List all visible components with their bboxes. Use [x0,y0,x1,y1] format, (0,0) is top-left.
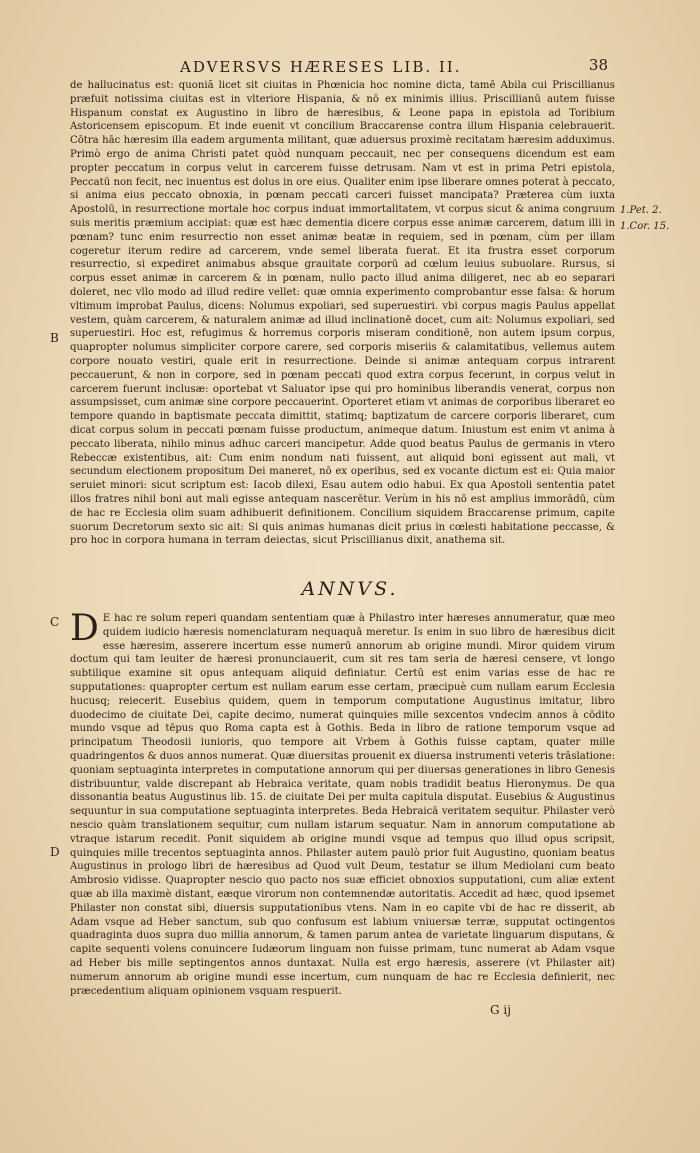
drop-cap-initial: D [70,608,99,649]
margin-letter-c: C [50,615,60,629]
running-title: ADVERSVS HÆRESES LIB. II. [180,58,462,76]
paragraph: E hac re solum reperi quandam sententiam quæ à Philastro inter hæreses annumeratur, quæ meo quidem iudicio hæresis nomenclaturam nequaquā meretur. Is enim in suo libro de hæresibus dicit esse hæresim, asserere incertum esse numerū annorum ab origine mundi. Miror quidem virum doctum qui tam leuiter de hæresi pronunciauerit, cum sit res tam seria de hæresi censere, vt longo subtilique examine sit opus antequam aliquid definiatur. Certū est enim varias esse de hac re supputationes: quapropter certum est nullam earum esse certam, præcipuè cum nullam earum Ecclesia hucusq; reiecerit. Eusebius quidem, quem in temporum computatione Augustinus imitatur, libro duodecimo de ciuitate Dei, capite decimo, numerat quinquies mille sexcentos vndecim annos à cōdito mundo vsque ad tēpus quo Roma capta est à Gothis. Beda in libro de ratione temporum vsque ad principatum Theodosii iunioris, quo tempore ait Vrbem à Gothis fuisse captam, quater mille quadringentos & duos annos numerat. Quæ diuersitas prouenit ex diuersa instrumenti veteris trāslatione: quoniam septuaginta interpretes in computatione annorum qui per diuersas generationes in libro Genesis distribuuntur, valde discrepant ab Hebraica veritate, quam nobis tradidit beatus Hieronymus. De qua dissonantia beatus Augustinus lib. 15. de ciuitate Dei per multa capitula disputat. Eusebius & Augustinus sequuntur in sua computatione septuaginta interpretes. Beda Hebraicā veritatem sequitur. Philaster verò nescio quàm translationem sequitur, cum nullam istarum sequatur. Nam in annorum computatione ab vtraque istarum recedit. Ponit siquidem ab origine mundi vsque ad tempus quo illud opus scripsit, quinquies mille trecentos septuaginta annos. Philaster autem paulò prior fuit Augustino, quoniam beatus Augustinus in prologo libri de hæresibus ad Quod vult Deum, testatur se illum Mediolani cum beato Ambrosio vidisse. Quapropter nescio quo pacto nos suæ efficiet obnoxios supputationi, cum aliæ extent quæ ab illa maximè distant, eæque virorum non contemnendæ autoritatis. Accedit ad hæc, quod ipsemet Philaster non constat sibi, diuersis supputationibus vtens. Nam in eo capite vbi de hac re disserit, ab Adam vsque ad Heber sanctum, sub quo confusum est labium vniuersæ terræ, supputat octingentos quadraginta duos supra duo millia annorum, & tamen parum antea de varietate linguarum disputans, & capite sequenti volens conuincere Iudæorum linguam non fuisse primam, tunc numerat ab Adam vsque ad Heber bis mille septingentos annos duntaxat. Nulla est ergo hæresis, asserere (vt Philaster ait) numerum annorum ab origine mundi esse incertum, cum nunquam de hac re Ecclesia definierit, nec præcedentium aliquam opinionem vsquam respuerit. [70,613,615,997]
section-heading: ANNVS. [301,578,399,600]
folio-number: 38 [588,56,608,74]
margin-reference: 1.Pet. 2. [620,205,662,216]
margin-letter-b: B [50,331,59,345]
body-text-block [70,79,615,548]
margin-letter-d: D [50,845,60,859]
body-text-block [70,608,615,998]
signature-mark: G ij [490,1003,511,1017]
margin-reference: 1.Cor. 15. [620,221,670,232]
paragraph: de hallucinatus est: quoniã licet sit ciuitas in Phœnicia hoc nomine dicta, tamē Abila cui Priscillianus præfuit notissima ciuitas est in vlteriore Hispania, & nō ex minimis illius. Priscillianū autem fuisse Hispanum constat ex Augustino in libro de hæresibus, & Leone papa in epistola ad Toribium Astoricensem episcopum. Et inde euenit vt concilium Braccarense contra illum Hispania celebrauerit. Cōtra hāc hæresim illa eadem argumenta militant, quæ aduersus proximè recitatam hæresim adduximus. Primò ergo de anima Christi patet quòd nunquam peccauit, nec per consequens dicendum est eam propter peccatum in corpus velut in carcerem fuisse detrusam. Nam vt est in prima Petri epistola, Peccatū non fecit, nec inuentus est dolus in ore eius. Qualiter enim ipse liberare omnes poterat à peccato, si anima eius peccato obnoxia, in pœnam peccati carceri fuisset mancipata? Præterea cùm iuxta Apostolū, in resurrectione mortale hoc corpus induat immortalitatem, vt corpus sicut & anima congruum suis meritis præmium accipiat: quæ est hæc dementia dicere corpus esse animæ carcerem, datum illi in pœnam? tunc enim resurrectio non esset animæ beatæ in requiem, sed in pœnam, cùm per illam cogeretur iterum redire ad carcerem, vnde semel liberata fuerat. Et ita frustra esset corporum resurrectio, si expediret animabus absque grauitate corporū ad cœlum leuius subuolare. Rursus, si corpus esset animæ in carcerem & in pœnam, nullo pacto illud anima diligeret, nec ab eo separari doleret, nec vllo modo ad illud redire vellet: quæ omnia experimento comprobantur esse falsa: & horum vltimum improbat Paulus, dicens: Nolumus expoliari, sed superuestiri. vbi corpus magis Paulus appellat vestem, quàm carcerem, & naturalem animæ ad illud inclinationē docet, cum ait: Nolumus expoliari, sed superuestiri. Hoc est, refugimus & horremus corporis miseram conditionē, non autem ipsum corpus, quapropter nolumus simpliciter corpore carere, sed corporis miseriis & calamitatibus, vellemus autem corpore nouato vestiri, quale erit in resurrectione. Deinde si animæ antequam corpus intrarent peccauerunt, & non in corpore, sed in pœnam peccati quod extra corpus fecerunt, in corpus velut in carcerem fuerunt inclusæ: oportebat vt Saluator ipse qui pro hominibus liberandis venerat, corpus non assumpsisset, cum animæ sine corpore peccauerint. Oporteret etiam vt animas de corporibus liberaret eo tempore quando in baptismate peccata dimittit, statimq; baptizatum de carcere corporis liberaret, cum dicat corpus solum in peccati pœnam fuisse productum, animeque datum. Iniustum est enim vt anima à peccato liberata, nihilo minus adhuc carceri mancipetur. Adde quod beatus Paulus de germanis in vtero Rebeccæ existentibus, ait: Cum enim nondum nati fuissent, aut aliquid boni egissent aut mali, vt secundum electionem propositum Dei maneret, nō ex operibus, sed ex vocante dictum est ei: Quia maior seruiet minori: sicut scriptum est: Iacob dilexi, Esau autem odio habui. Ex qua Apostoli sententia patet illos fratres nihil boni aut mali egisse antequam nascerētur. Verùm in his nō est amplius immorādū, cùm de hac re Ecclesia olim suam adhibuerit definitionem. Concilium siquidem Braccarense primum, capite suorum Decretorum sexto sic ait: Si quis animas humanas dicit prius in cœlesti habitatione peccasse, & pro hoc in corpora humana in terram deiectas, sicut Priscillianus dixit, anathema sit. [70,80,615,547]
